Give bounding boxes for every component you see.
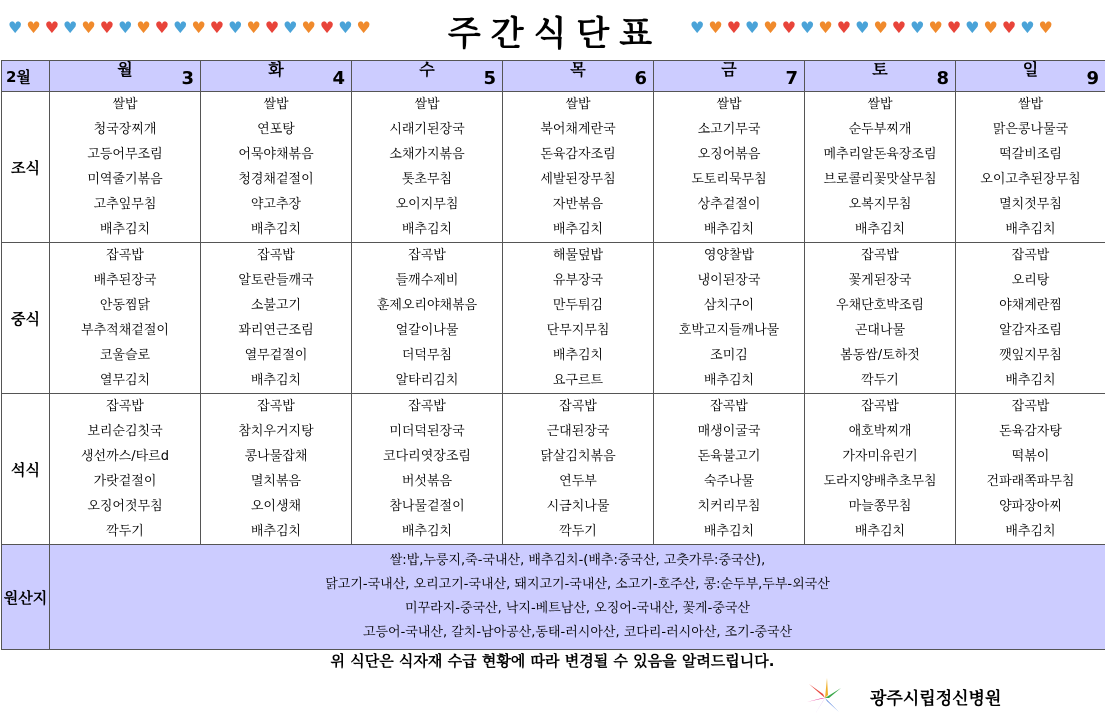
heart-icon: ♥ bbox=[855, 18, 870, 37]
day-date: 7 bbox=[785, 68, 798, 89]
heart-icon: ♥ bbox=[983, 18, 998, 37]
menu-item: 버섯볶음 bbox=[401, 474, 453, 489]
day-header bbox=[805, 61, 956, 92]
menu-item: 배추김치 bbox=[854, 524, 906, 539]
menu-cell bbox=[805, 394, 956, 545]
menu-item: 오징어볶음 bbox=[697, 147, 761, 162]
menu-item: 깍두기 bbox=[559, 524, 597, 539]
menu-item: 쌀밥 bbox=[565, 97, 591, 112]
heart-icon: ♥ bbox=[1001, 18, 1017, 37]
menu-item: 배추김치 bbox=[99, 222, 151, 237]
heart-icon: ♥ bbox=[836, 18, 852, 37]
menu-item: 참나물겉절이 bbox=[389, 499, 465, 514]
menu-item: 배추김치 bbox=[703, 222, 755, 237]
menu-item: 꽃게된장국 bbox=[848, 273, 912, 288]
menu-item: 시금치나물 bbox=[546, 499, 610, 514]
heart-icon: ♥ bbox=[891, 18, 907, 37]
menu-cell bbox=[352, 92, 503, 243]
heart-icon: ♥ bbox=[928, 18, 943, 37]
heart-icon: ♥ bbox=[356, 18, 371, 37]
menu-item: 열무겉절이 bbox=[244, 348, 308, 363]
month-label: 2월 bbox=[2, 61, 50, 92]
menu-item: 미더덕된장국 bbox=[389, 424, 465, 439]
menu-item: 잡곡밥 bbox=[1011, 399, 1050, 414]
origin-info bbox=[50, 545, 1105, 650]
menu-item: 돈육감자조림 bbox=[540, 147, 616, 162]
menu-item: 콩나물잡채 bbox=[244, 449, 308, 464]
menu-item: 시래기된장국 bbox=[389, 122, 465, 137]
heart-icon: ♥ bbox=[81, 18, 96, 37]
heart-icon: ♥ bbox=[763, 18, 778, 37]
heart-icon: ♥ bbox=[690, 18, 705, 37]
menu-item: 곤대나물 bbox=[854, 323, 906, 338]
menu-item: 배추김치 bbox=[250, 524, 302, 539]
menu-cell bbox=[50, 394, 201, 545]
menu-cell bbox=[50, 243, 201, 394]
menu-item: 배추김치 bbox=[703, 524, 755, 539]
menu-item: 순두부찌개 bbox=[848, 122, 912, 137]
menu-item: 매생이굴국 bbox=[697, 424, 761, 439]
day-header bbox=[654, 61, 805, 92]
menu-item: 오이생채 bbox=[250, 499, 302, 514]
menu-cell bbox=[503, 394, 654, 545]
menu-item: 떡갈비조림 bbox=[999, 147, 1062, 162]
menu-item: 쌀밥 bbox=[867, 97, 893, 112]
menu-item: 세발된장무침 bbox=[540, 172, 616, 187]
menu-item: 마늘쫑무침 bbox=[848, 499, 912, 514]
menu-item: 가랏겉절이 bbox=[93, 474, 157, 489]
menu-item: 닭살김치볶음 bbox=[540, 449, 616, 464]
day-name: 금 bbox=[721, 60, 737, 79]
menu-item: 쌀밥 bbox=[716, 97, 742, 112]
heart-garland-right-icon bbox=[690, 18, 1053, 38]
menu-cell bbox=[956, 92, 1105, 243]
weekly-menu-table bbox=[1, 60, 1105, 650]
meal-label: 중식 bbox=[2, 243, 50, 394]
heart-icon: ♥ bbox=[63, 18, 78, 37]
heart-icon: ♥ bbox=[264, 18, 280, 37]
menu-item: 잡곡밥 bbox=[710, 399, 748, 414]
menu-item: 요구르트 bbox=[552, 373, 604, 388]
menu-item: 더덕무침 bbox=[401, 348, 453, 363]
menu-item: 청경채겉절이 bbox=[238, 172, 314, 187]
day-header bbox=[201, 61, 352, 92]
menu-item: 쌀밥 bbox=[1017, 97, 1044, 112]
menu-item: 미역줄기볶음 bbox=[87, 172, 163, 187]
meal-row bbox=[2, 243, 1105, 394]
menu-item: 자반볶음 bbox=[552, 197, 604, 212]
menu-item: 오복지무침 bbox=[848, 197, 912, 212]
menu-item: 참치우거지탕 bbox=[238, 424, 314, 439]
menu-item: 가자미유린기 bbox=[842, 449, 918, 464]
organization-name: 광주시립정신병원 bbox=[870, 689, 1002, 709]
heart-icon: ♥ bbox=[708, 18, 723, 37]
menu-item: 알타리김치 bbox=[395, 373, 459, 388]
origin-line: 쌀:밥,누룽지,죽-국내산, 배추김치-(배추:중국산, 고춧가루:중국산), bbox=[389, 553, 766, 568]
menu-item: 돈육감자탕 bbox=[999, 424, 1062, 439]
heart-icon: ♥ bbox=[781, 18, 797, 37]
menu-item: 톳초무침 bbox=[401, 172, 453, 187]
menu-item: 북어채계란국 bbox=[540, 122, 616, 137]
heart-icon: ♥ bbox=[209, 18, 225, 37]
menu-item: 배추김치 bbox=[854, 222, 906, 237]
menu-item: 깍두기 bbox=[106, 524, 144, 539]
menu-item: 소고기무국 bbox=[697, 122, 761, 137]
heart-icon: ♥ bbox=[818, 18, 833, 37]
menu-item: 영양찰밥 bbox=[703, 248, 755, 263]
menu-item: 상추겉절이 bbox=[697, 197, 761, 212]
menu-item: 배추김치 bbox=[401, 524, 453, 539]
day-name: 목 bbox=[570, 60, 586, 79]
day-date: 5 bbox=[483, 68, 496, 89]
menu-item: 오리탕 bbox=[1011, 273, 1050, 288]
heart-icon: ♥ bbox=[44, 18, 60, 37]
origin-line: 닭고기-국내산, 오리고기-국내산, 돼지고기-국내산, 소고기-호주산, 콩:순두부,두부-외국산 bbox=[325, 577, 830, 592]
menu-item: 배추김치 bbox=[1005, 222, 1056, 237]
menu-cell bbox=[352, 394, 503, 545]
menu-item: 깍두기 bbox=[861, 373, 899, 388]
menu-item: 잡곡밥 bbox=[106, 399, 144, 414]
menu-item: 봄동쌈/토하젓 bbox=[840, 348, 920, 363]
menu-cell bbox=[956, 243, 1105, 394]
heart-icon: ♥ bbox=[726, 18, 742, 37]
heart-icon: ♥ bbox=[8, 18, 23, 37]
menu-item: 돈육불고기 bbox=[697, 449, 761, 464]
menu-cell bbox=[50, 92, 201, 243]
menu-item: 배추김치 bbox=[703, 373, 755, 388]
heart-icon: ♥ bbox=[191, 18, 206, 37]
heart-icon: ♥ bbox=[745, 18, 760, 37]
menu-item: 생선까스/타르d bbox=[81, 449, 169, 464]
menu-item: 치커리무침 bbox=[697, 499, 761, 514]
menu-item: 해물덮밥 bbox=[552, 248, 604, 263]
menu-cell bbox=[503, 243, 654, 394]
menu-item: 냉이된장국 bbox=[697, 273, 761, 288]
menu-item: 호박고지들깨나물 bbox=[678, 323, 780, 338]
heart-icon: ♥ bbox=[1020, 18, 1035, 37]
heart-icon: ♥ bbox=[118, 18, 133, 37]
day-name: 월 bbox=[117, 60, 133, 79]
menu-item: 도토리묵무침 bbox=[691, 172, 767, 187]
day-date: 9 bbox=[1086, 68, 1099, 89]
menu-item: 잡곡밥 bbox=[861, 248, 899, 263]
heart-icon: ♥ bbox=[800, 18, 815, 37]
menu-cell bbox=[805, 92, 956, 243]
menu-item: 청국장찌개 bbox=[93, 122, 157, 137]
menu-cell bbox=[201, 92, 352, 243]
page-header bbox=[0, 0, 1105, 56]
day-date: 6 bbox=[634, 68, 647, 89]
meal-label: 조식 bbox=[2, 92, 50, 243]
menu-item: 코다리엿장조림 bbox=[383, 449, 471, 464]
heart-icon: ♥ bbox=[301, 18, 316, 37]
menu-item: 깻잎지무침 bbox=[999, 348, 1062, 363]
menu-item: 약고추장 bbox=[250, 197, 302, 212]
menu-item: 배추김치 bbox=[401, 222, 453, 237]
heart-icon: ♥ bbox=[1038, 18, 1053, 37]
origin-line: 미꾸라지-중국산, 낙지-베트남산, 오징어-국내산, 꽃게-중국산 bbox=[405, 601, 750, 616]
menu-item: 유부장국 bbox=[552, 273, 604, 288]
menu-item: 들깨수제비 bbox=[395, 273, 459, 288]
menu-item: 연포탕 bbox=[257, 122, 295, 137]
day-header bbox=[956, 61, 1105, 92]
notice-text: 위 식단은 식자재 수급 현황에 따라 변경될 수 있음을 알려드립니다. bbox=[330, 652, 775, 670]
origin-line: 고등어-국내산, 갈치-남아공산,동태-러시아산, 코다리-러시아산, 조기-중국산 bbox=[362, 625, 793, 640]
menu-item: 오이고추된장무침 bbox=[980, 172, 1081, 187]
menu-item: 만두튀김 bbox=[552, 298, 604, 313]
menu-item: 우채단호박조림 bbox=[836, 298, 924, 313]
menu-item: 코울슬로 bbox=[99, 348, 151, 363]
menu-cell bbox=[654, 92, 805, 243]
menu-item: 고추잎무침 bbox=[93, 197, 157, 212]
menu-cell bbox=[201, 394, 352, 545]
heart-icon: ♥ bbox=[173, 18, 188, 37]
heart-icon: ♥ bbox=[873, 18, 888, 37]
page-title: 주간식단표 bbox=[447, 14, 663, 54]
heart-icon: ♥ bbox=[283, 18, 298, 37]
menu-item: 잡곡밥 bbox=[408, 248, 446, 263]
menu-item: 배추김치 bbox=[1005, 373, 1056, 388]
origin-row bbox=[2, 545, 1105, 650]
menu-item: 단무지무침 bbox=[546, 323, 610, 338]
menu-item: 건파래쪽파무침 bbox=[986, 474, 1075, 489]
day-date: 4 bbox=[332, 68, 345, 89]
menu-item: 메추리알돈육장조림 bbox=[823, 147, 937, 162]
menu-item: 알토란들깨국 bbox=[238, 273, 314, 288]
day-header-row bbox=[2, 61, 1105, 92]
day-date: 8 bbox=[936, 68, 949, 89]
origin-label: 원산지 bbox=[2, 545, 50, 650]
menu-item: 소채가지볶음 bbox=[389, 147, 465, 162]
menu-item: 꽈리연근조림 bbox=[238, 323, 314, 338]
menu-cell bbox=[352, 243, 503, 394]
meal-row bbox=[2, 92, 1105, 243]
heart-icon: ♥ bbox=[154, 18, 170, 37]
menu-cell bbox=[503, 92, 654, 243]
menu-item: 양파장아찌 bbox=[999, 499, 1062, 514]
menu-item: 잡곡밥 bbox=[257, 399, 295, 414]
day-header bbox=[503, 61, 654, 92]
menu-cell bbox=[956, 394, 1105, 545]
menu-item: 쌀밥 bbox=[414, 97, 440, 112]
menu-item: 잡곡밥 bbox=[1011, 248, 1050, 263]
day-date: 3 bbox=[181, 68, 194, 89]
day-name: 화 bbox=[268, 60, 284, 79]
menu-item: 떡볶이 bbox=[1011, 449, 1050, 464]
heart-garland-left-icon bbox=[8, 18, 371, 38]
menu-item: 조미김 bbox=[710, 348, 748, 363]
menu-item: 열무김치 bbox=[99, 373, 151, 388]
menu-cell bbox=[805, 243, 956, 394]
menu-item: 오이지무침 bbox=[395, 197, 459, 212]
meal-row bbox=[2, 394, 1105, 545]
menu-item: 잡곡밥 bbox=[408, 399, 446, 414]
day-name: 수 bbox=[419, 60, 435, 79]
menu-item: 배추김치 bbox=[552, 348, 604, 363]
menu-item: 쌀밥 bbox=[263, 97, 289, 112]
menu-item: 야채계란찜 bbox=[999, 298, 1062, 313]
day-name: 일 bbox=[1022, 60, 1039, 79]
heart-icon: ♥ bbox=[946, 18, 962, 37]
menu-item: 배추김치 bbox=[552, 222, 604, 237]
menu-item: 멸치젓무침 bbox=[999, 197, 1062, 212]
day-name: 토 bbox=[872, 60, 888, 79]
menu-item: 근대된장국 bbox=[546, 424, 610, 439]
menu-item: 연두부 bbox=[559, 474, 597, 489]
day-header bbox=[352, 61, 503, 92]
heart-icon: ♥ bbox=[26, 18, 41, 37]
menu-item: 도라지양배추초무침 bbox=[823, 474, 937, 489]
menu-item: 훈제오리야채볶음 bbox=[376, 298, 478, 313]
menu-item: 잡곡밥 bbox=[106, 248, 144, 263]
heart-icon: ♥ bbox=[910, 18, 925, 37]
menu-item: 배추김치 bbox=[1005, 524, 1056, 539]
menu-item: 잡곡밥 bbox=[559, 399, 597, 414]
hospital-logo-icon bbox=[805, 676, 845, 716]
menu-item: 숙주나물 bbox=[703, 474, 755, 489]
heart-icon: ♥ bbox=[136, 18, 151, 37]
menu-item: 고등어무조림 bbox=[87, 147, 163, 162]
menu-item: 오징어젓무침 bbox=[87, 499, 163, 514]
menu-item: 어묵야채볶음 bbox=[238, 147, 314, 162]
menu-cell bbox=[654, 243, 805, 394]
meal-rows bbox=[2, 92, 1105, 545]
heart-icon: ♥ bbox=[965, 18, 980, 37]
menu-item: 알감자조림 bbox=[999, 323, 1062, 338]
menu-item: 잡곡밥 bbox=[257, 248, 295, 263]
menu-cell bbox=[201, 243, 352, 394]
meal-label: 석식 bbox=[2, 394, 50, 545]
menu-item: 보리순김칫국 bbox=[87, 424, 163, 439]
menu-item: 브로콜리꽃맛살무침 bbox=[823, 172, 937, 187]
menu-item: 애호박찌개 bbox=[848, 424, 912, 439]
menu-item: 삼치구이 bbox=[703, 298, 755, 313]
menu-item: 배추김치 bbox=[250, 222, 302, 237]
menu-item: 맑은콩나물국 bbox=[992, 122, 1069, 137]
menu-item: 쌀밥 bbox=[112, 97, 138, 112]
menu-item: 얼갈이나물 bbox=[395, 323, 459, 338]
day-header bbox=[50, 61, 201, 92]
menu-item: 잡곡밥 bbox=[861, 399, 899, 414]
heart-icon: ♥ bbox=[228, 18, 243, 37]
menu-cell bbox=[654, 394, 805, 545]
heart-icon: ♥ bbox=[99, 18, 115, 37]
menu-item: 소불고기 bbox=[250, 298, 302, 313]
menu-item: 배추김치 bbox=[250, 373, 302, 388]
heart-icon: ♥ bbox=[338, 18, 353, 37]
menu-item: 멸치볶음 bbox=[250, 474, 302, 489]
menu-item: 배추된장국 bbox=[93, 273, 157, 288]
heart-icon: ♥ bbox=[246, 18, 261, 37]
menu-item: 안동찜닭 bbox=[99, 298, 151, 313]
menu-item: 부추적채겉절이 bbox=[81, 323, 169, 338]
heart-icon: ♥ bbox=[319, 18, 335, 37]
